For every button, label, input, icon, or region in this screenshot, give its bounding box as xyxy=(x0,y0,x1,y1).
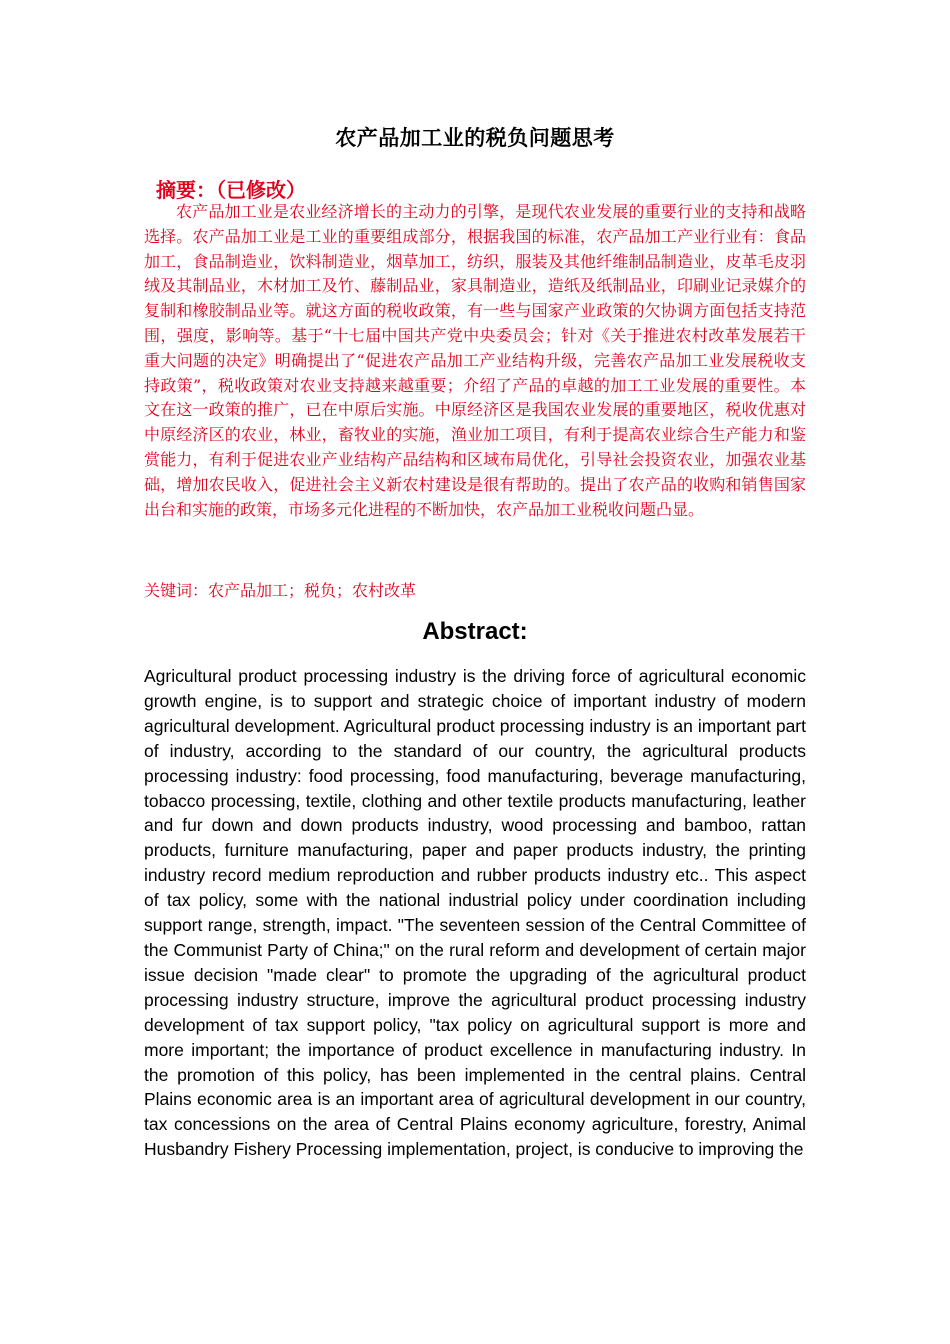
keywords-cn: 关键词：农产品加工；税负；农村改革 xyxy=(144,581,417,600)
abstract-heading-cn: 摘要：（已修改） xyxy=(156,178,306,202)
abstract-paragraph-en: Agricultural product processing industry is the driving force of agricultural economic growth engine, is to support and strategic choice of important industry of modern agricultural development. Agricultural product processing industry is an important part of industry, according to the standard of our country, the agricultural products processing industry: food processing, food manufacturing, beverage manufacturing, tobacco processing, textile, clothing and other textile products manufacturing, leather and fur down and down products industry, wood processing and bamboo, rattan products, furniture manufacturing, paper and paper products industry, the printing industry record medium reproduction and rubber products industry etc.. This aspect of tax policy, some with the national industrial policy under coordination including support range, strength, impact. "The seventeen session of the Central Committee of the Communist Party of China;" on the rural reform and development of certain major issue decision "made clear" to promote the upgrading of the agricultural product processing industry structure, improve the agricultural product processing industry development of tax support policy, "tax policy on agricultural support is more and more important; the importance of product excellence in manufacturing industry. In the promotion of this policy, has been implemented in the central plains. Central Plains economic area is an important area of agricultural development in our country, tax concessions on the area of Central Plains economy agriculture, forestry, Animal Husbandry Fishery Processing implementation, project, is conducive to improving the xyxy=(144,666,806,1160)
abstract-heading-en: Abstract: xyxy=(422,618,528,645)
paper-title: 农产品加工业的税负问题思考 xyxy=(335,125,615,150)
abstract-paragraph-cn: 农产品加工业是农业经济增长的主动力的引擎，是现代农业发展的重要行业的支持和战略选择。农产品加工业是工业的重要组成部分，根据我国的标准，农产品加工产业行业有：食品加工，食品制造业，饮料制造业，烟草加工，纺织，服装及其他纤维制品制造业，皮革毛皮羽绒及其制品业，木材加工及竹、藤制品业，家具制造业，造纸及纸制品业，印刷业记录媒介的复制和橡胶制品业等。就这方面的税收政策，有一些与国家产业政策的欠协调方面包括支持范围，强度，影响等。基于“十七届中国共产党中央委员会；针对《关于推进农村改革发展若干重大问题的决定》明确提出了“促进农产品加工产业结构升级，完善农产品加工业发展税收支持政策”，税收政策对农业支持越来越重要；介绍了产品的卓越的加工工业发展的重要性。本文在这一政策的推广，已在中原后实施。中原经济区是我国农业发展的重要地区，税收优惠对中原经济区的农业，林业，畜牧业的实施，渔业加工项目，有利于提高农业综合生产能力和鉴赏能力，有利于促进农业产业结构产品结构和区域布局优化，引导社会投资农业，加强农业基础，增加农民收入，促进社会主义新农村建设是很有帮助的。提出了农产品的收购和销售国家出台和实施的政策，市场多元化进程的不断加快，农产品加工业税收问题凸显。 xyxy=(144,202,806,519)
